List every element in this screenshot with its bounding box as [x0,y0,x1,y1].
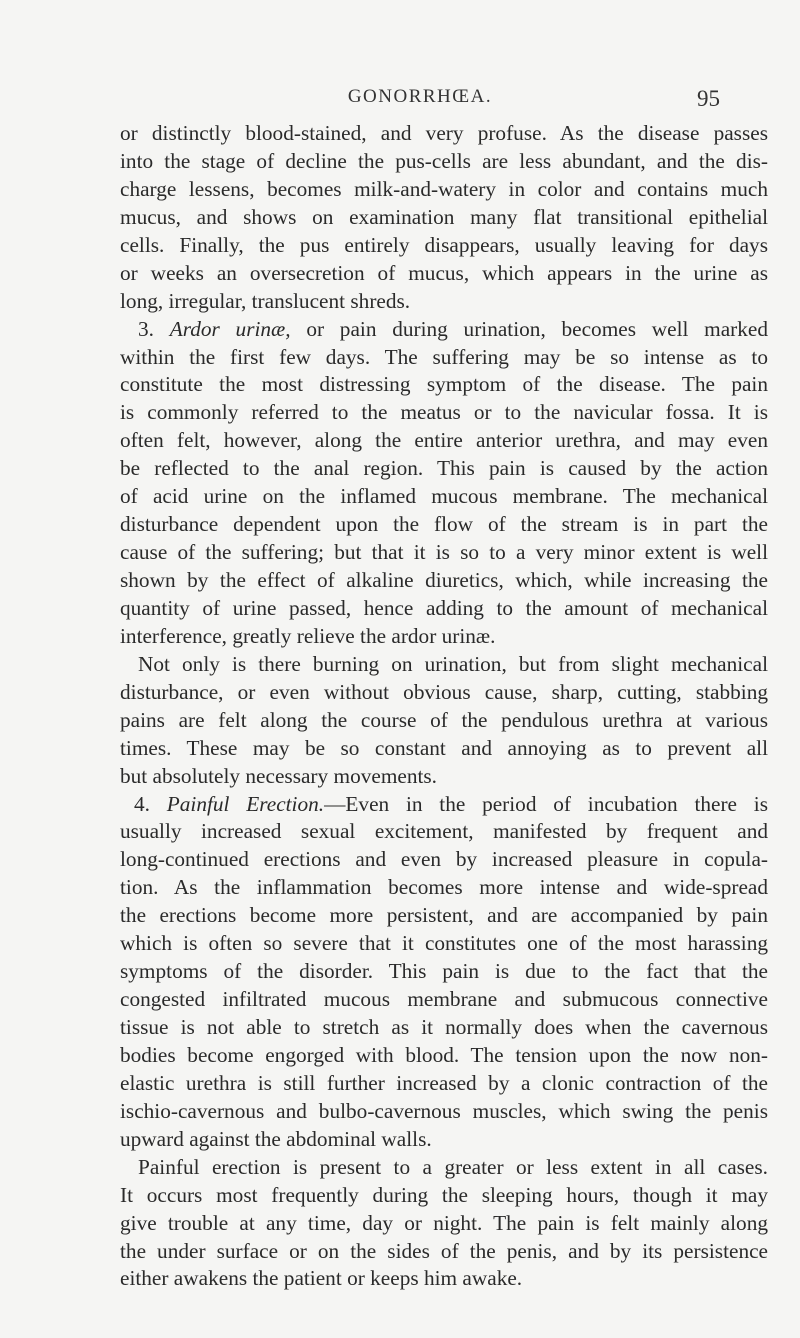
text-line: constitute the most distressing symptom of the disease. The pain [120,372,768,397]
text-line: pains are felt along the course of the pendulous urethra at various [120,707,768,732]
text-line: which is often so severe that it constitutes one of the most harassing [120,931,768,956]
text-run: or pain during urination, becomes well marked [290,316,769,341]
text-line: tissue is not able to stretch as it normally does when the cavernous [120,1015,768,1039]
section-title-painful-erection: Painful Erection. [166,791,325,816]
text-line: cause of the suffering; but that it is so to a very minor extent is well [120,540,768,565]
text-line: tion. As the inflammation becomes more intense and wide-spread [120,875,768,900]
text-line: disturbance dependent upon the flow of the stream is in part the [120,512,768,537]
text-line: or weeks an oversecretion of mucus, which appears in the urine as [120,260,768,285]
text-line: mucus, and shows on examination many flat transitional epithelial [120,204,768,229]
text-line: the under surface or on the sides of the penis, and by its persistence [120,1238,768,1263]
text-line: upward against the abdominal walls. [120,1126,432,1151]
text-line: congested infiltrated mucous membrane and submucous connective [120,987,768,1012]
text-line: times. These may be so constant and annoying as to prevent all [120,735,768,760]
text-line: or distinctly blood-stained, and very profuse. As the disease passes [120,121,768,145]
text-line: disturbance, or even without obvious cause, sharp, cutting, stabbing [120,679,768,704]
text-line: long, irregular, translucent shreds. [120,288,411,313]
section-number: 4. [134,791,167,816]
section-number: 3. [138,316,170,341]
running-title: GONORRHŒA. [347,86,493,107]
text-line: Not only is there burning on urination, but from slight mechanical [138,651,768,676]
section-title-ardor-urinae: Ardor urinæ, [169,316,291,341]
text-line: give trouble at any time, day or night. The pain is felt mainly along [120,1210,768,1235]
body-text [120,120,768,1293]
text-line: quantity of urine passed, hence adding to the amount of mechanical [120,595,768,620]
text-line: into the stage of decline the pus-cells are less abundant, and the dis- [120,148,768,173]
text-run: —Even in the period of incubation there is [324,791,768,816]
running-head [0,86,800,116]
text-line: the erections become more persistent, and are accompanied by pain [120,903,768,928]
text-line: usually increased sexual excitement, manifested by frequent and [120,819,768,844]
text-line: but absolutely necessary movements. [120,763,438,788]
text-line: of acid urine on the inflamed mucous membrane. The mechanical [120,484,768,509]
text-line: either awakens the patient or keeps him awake. [120,1266,523,1291]
text-line: elastic urethra is still further increased by a clonic contraction of the [120,1070,768,1095]
page-number: 95 [697,86,720,111]
text-line: is commonly referred to the meatus or to the navicular fossa. It is [120,400,768,425]
text-line: long-continued erections and even by increased pleasure in copula- [120,847,768,872]
section-4-heading-line [120,791,768,819]
text-line: shown by the effect of alkaline diuretics, which, while increasing the [120,568,768,592]
text-line: be reflected to the anal region. This pain is caused by the action [120,456,768,481]
text-line: cells. Finally, the pus entirely disappears, usually leaving for days [120,232,768,257]
text-line: bodies become engorged with blood. The tension upon the now non- [120,1042,768,1067]
text-line: It occurs most frequently during the sleeping hours, though it may [120,1182,768,1207]
text-line: ischio-cavernous and bulbo-cavernous muscles, which swing the penis [120,1098,768,1123]
text-line: symptoms of the disorder. This pain is due to the fact that the [120,959,768,984]
text-line: often felt, however, along the entire anterior urethra, and may even [120,428,768,453]
text-line: Painful erection is present to a greater or less extent in all cases. [138,1154,768,1179]
text-line: interference, greatly relieve the ardor urinæ. [120,623,496,648]
section-3-heading-line [120,316,768,344]
text-line: charge lessens, becomes milk-and-watery in color and contains much [120,176,768,201]
text-line: within the first few days. The suffering may be so intense as to [120,344,768,369]
